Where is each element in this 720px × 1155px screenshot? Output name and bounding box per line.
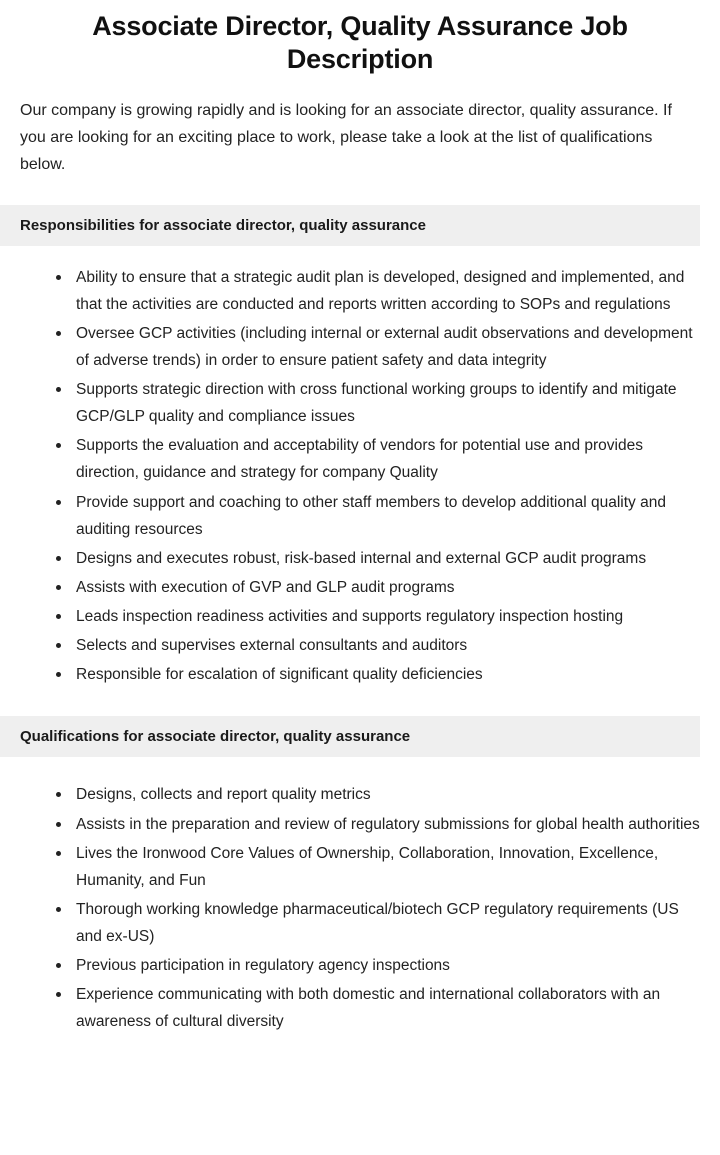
- responsibilities-list: [20, 264, 700, 689]
- qualifications-list: [20, 781, 700, 1035]
- page-title: Associate Director, Quality Assurance Job Description: [92, 11, 628, 74]
- list-item: Assists in the preparation and review of regulatory submissions for global health authorities: [56, 811, 700, 838]
- qualifications-section-header: Qualifications for associate director, quality assurance: [0, 716, 700, 757]
- list-item: Oversee GCP activities (including internal or external audit observations and development of adverse trends) in order to ensure patient safety and data integrity: [56, 320, 700, 374]
- list-item: Provide support and coaching to other staff members to develop additional quality and auditing resources: [56, 489, 700, 543]
- responsibilities-section-header: Responsibilities for associate director, quality assurance: [0, 205, 700, 246]
- list-item: Previous participation in regulatory agency inspections: [56, 952, 700, 979]
- list-item: Experience communicating with both domestic and international collaborators with an awareness of cultural diversity: [56, 981, 700, 1035]
- list-item: Supports strategic direction with cross functional working groups to identify and mitigate GCP/GLP quality and compliance issues: [56, 376, 700, 430]
- list-item: Leads inspection readiness activities and supports regulatory inspection hosting: [56, 603, 700, 630]
- list-item: Selects and supervises external consultants and auditors: [56, 632, 700, 659]
- list-item: Ability to ensure that a strategic audit plan is developed, designed and implemented, and that the activities are conducted and reports written according to SOPs and regulations: [56, 264, 700, 318]
- list-item: Designs and executes robust, risk-based internal and external GCP audit programs: [56, 545, 700, 572]
- list-item: Assists with execution of GVP and GLP audit programs: [56, 574, 700, 601]
- list-item: Thorough working knowledge pharmaceutical/biotech GCP regulatory requirements (US and ex-US): [56, 896, 700, 950]
- qualifications-section-header-wrap: [20, 716, 700, 757]
- list-item: Designs, collects and report quality metrics: [56, 781, 700, 808]
- list-item: Lives the Ironwood Core Values of Ownership, Collaboration, Innovation, Excellence, Humanity, and Fun: [56, 840, 700, 894]
- responsibilities-section-header-wrap: [20, 205, 700, 246]
- list-item: Supports the evaluation and acceptability of vendors for potential use and provides direction, guidance and strategy for company Quality: [56, 432, 700, 486]
- intro-paragraph: Our company is growing rapidly and is looking for an associate director, quality assurance. If you are looking for an exciting place to work, please take a look at the list of qualifications below.: [20, 101, 672, 173]
- list-item: Responsible for escalation of significant quality deficiencies: [56, 661, 700, 688]
- job-description-page: [0, 10, 720, 1036]
